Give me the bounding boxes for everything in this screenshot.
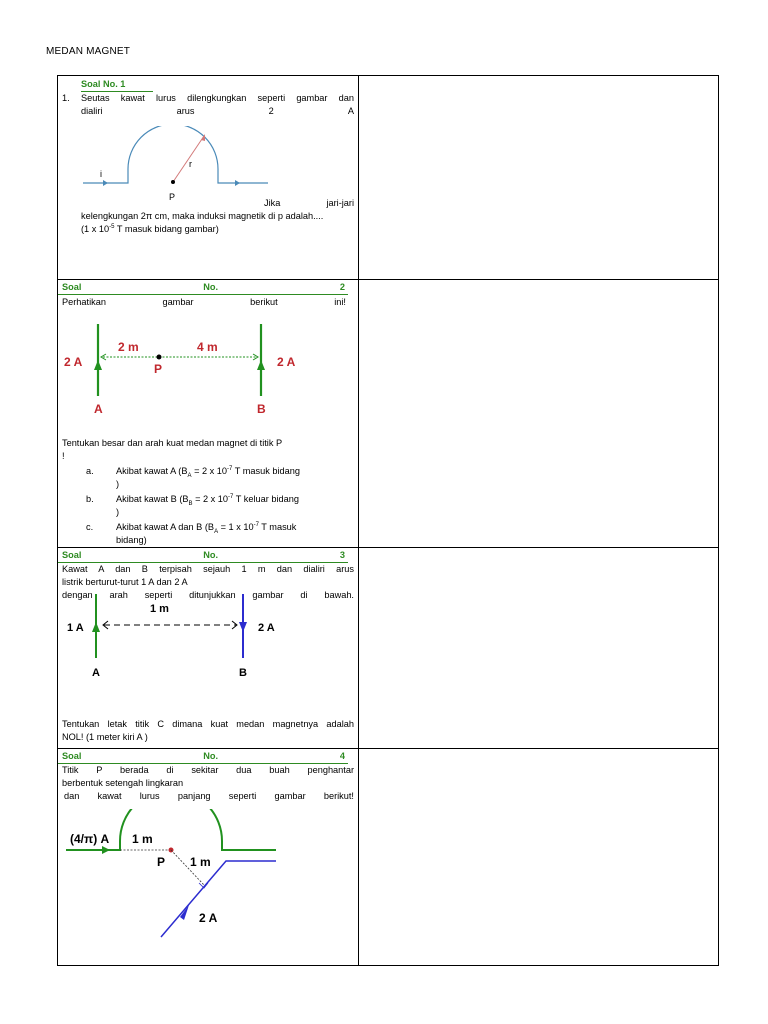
point-p-dot [171, 180, 175, 184]
question-2-question-tail: ! [62, 451, 65, 461]
wire-a-label: A [94, 402, 103, 416]
current-up-arrow-icon [92, 622, 100, 632]
question-2-question: Tentukan besar dan arah kuat medan magnet di titik P [62, 438, 283, 448]
point-p-dot [157, 355, 162, 360]
column-divider [358, 76, 359, 965]
current-up-arrow-icon [257, 360, 265, 370]
question-table [57, 75, 719, 966]
question-1-line4: kelengkungan 2π cm, maka induksi magnetik di p adalah.... [81, 211, 324, 221]
wire-a-current: 2 A [64, 355, 83, 369]
question-4-figure [58, 809, 358, 969]
question-4-header: Soal No. 4 [58, 750, 348, 764]
question-3-question-line2: NOL! (1 meter kiri A ) [62, 732, 148, 742]
question-1-number: 1. [62, 93, 70, 103]
question-3-header: Soal No. 3 [58, 549, 348, 563]
current-arrow-icon [235, 180, 240, 186]
question-3-figure [58, 590, 358, 680]
wire-a-current: 1 A [67, 622, 84, 634]
question-2-cell [58, 280, 358, 547]
line-current: 2 A [199, 911, 218, 925]
current-down-arrow-icon [239, 622, 247, 632]
question-1-cell [58, 76, 358, 279]
question-2-item-c: c. Akibat kawat A dan B ($B_A = 1$ x $10^{-7}$ T masuk bidang) [86, 521, 297, 545]
question-1-line3: Jika jari-jari [264, 198, 354, 208]
radius-label-r: r [189, 159, 192, 169]
question-2-item-a: a. Akibat kawat A ($B_A = 2$ x $10^{-7}$ T masuk bidang ) [86, 465, 300, 489]
bent-wire [83, 126, 268, 183]
question-3-line3: dengan arah seperti ditunjukkan gambar di bawah. [62, 590, 354, 600]
point-label-p: P [169, 192, 176, 202]
question-1-line2: dialiri arus 2 A [81, 106, 354, 116]
question-3-question-line1: Tentukan letak titik C dimana kuat medan magnetnya adalah [62, 719, 354, 729]
question-1-header: Soal No. 1 [81, 78, 153, 92]
question-2-item-b: b. Akibat kawat B ($B_B = 2$ x $10^{-7}$ T keluar bidang ) [86, 493, 299, 517]
current-arrow-icon [103, 180, 108, 186]
arc-current: (4/π) A [70, 832, 110, 846]
current-up-arrow-icon [94, 360, 102, 370]
question-3-cell [58, 548, 358, 748]
radius-label: 1 m [132, 832, 153, 846]
wire-b-label: B [257, 402, 266, 416]
question-3-line1: Kawat A dan B terpisah sejauh 1 m dan dialiri arus [62, 564, 354, 574]
long-straight-wire [161, 861, 276, 937]
current-arrow-icon [102, 846, 110, 854]
wire-b-label: B [239, 667, 247, 679]
distance-label: 1 m [190, 855, 211, 869]
question-4-line3: dan kawat lurus panjang seperti gambar berikut! [64, 791, 354, 801]
point-label-p: P [157, 855, 166, 869]
document-title: MEDAN MAGNET [46, 46, 131, 57]
wire-b-current: 2 A [277, 355, 296, 369]
question-4-line2: berbentuk setengah lingkaran [62, 778, 184, 788]
wire-a-label: A [92, 667, 100, 679]
distance-label-2: 4 m [197, 340, 218, 354]
question-2-header: Soal No. 2 [58, 281, 348, 295]
question-1-figure [58, 126, 358, 206]
question-1-line5: (1 x $10^{-5}$ T masuk bidang gambar) [81, 223, 219, 234]
question-3-line2: listrik berturut-turut 1 A dan 2 A [62, 577, 188, 587]
question-2-figure [58, 320, 358, 420]
question-1-line1: Seutas kawat lurus dilengkungkan seperti gambar dan [81, 93, 354, 103]
question-2-intro: Perhatikan gambar berikut ini! [62, 297, 346, 307]
question-4-cell [58, 749, 358, 966]
point-label-p: P [154, 362, 163, 376]
distance-label-1: 2 m [118, 340, 139, 354]
wire-b-current: 2 A [258, 622, 275, 634]
current-label-i: i [100, 169, 102, 179]
question-4-line1: Titik P berada di sekitar dua buah penghantar [62, 765, 354, 775]
distance-label: 1 m [150, 603, 169, 615]
